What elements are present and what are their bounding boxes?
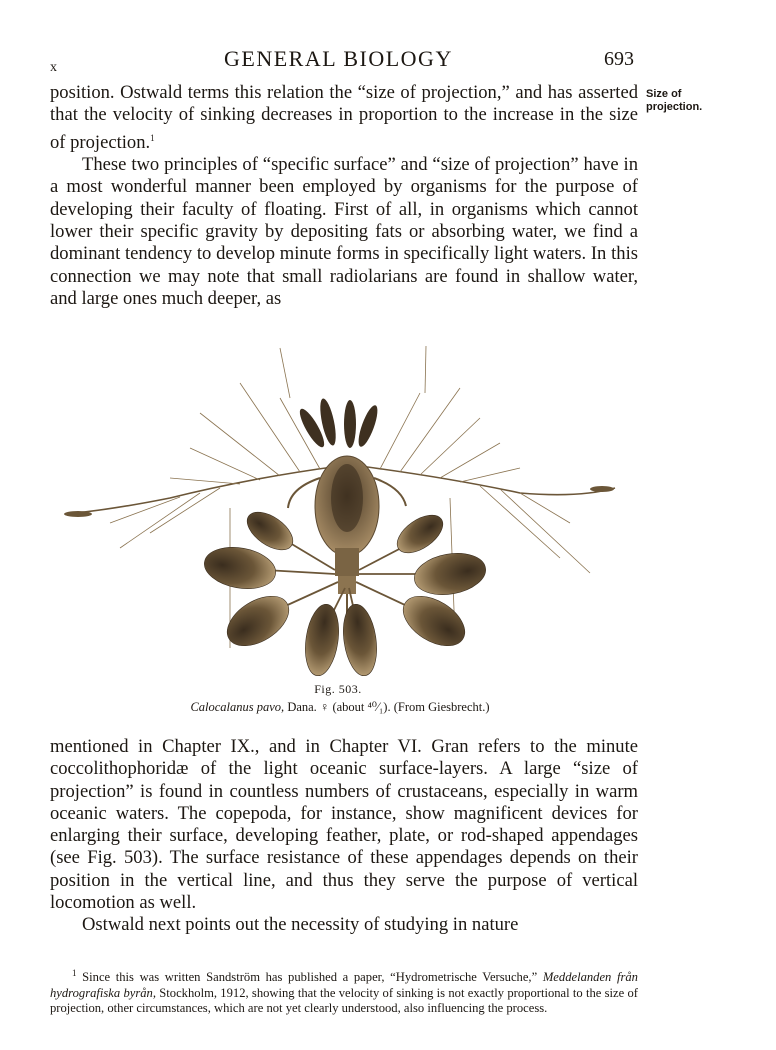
- caption-species: Calocalanus pavo,: [190, 700, 285, 714]
- page-number: 693: [604, 48, 634, 70]
- copepod-body: [288, 456, 406, 616]
- footnote-text-before: Since this was written Sandström has published a paper, “Hydrometrische Versuche,”: [82, 970, 538, 985]
- margin-note: Size of projection.: [646, 88, 703, 113]
- footnote-ref: 1: [150, 132, 155, 143]
- figure-caption: [110, 699, 570, 715]
- footnote-number: 1: [72, 968, 77, 978]
- footnote: [50, 966, 638, 1016]
- paragraph-text: position. Ostwald terms this relation the “size of projection,” and has asserted that the velocity of sinking decreases in proportion to the increase in the size of projection.: [50, 82, 638, 153]
- footnote-text: [50, 966, 638, 1016]
- body-text-top: [50, 82, 638, 310]
- running-title: GENERAL BIOLOGY: [224, 46, 453, 71]
- paragraph-ostwald-nature: Ostwald next points out the necessity of studying in nature: [82, 914, 519, 936]
- paragraph-size-of-projection: [50, 82, 638, 154]
- footnote-journal: Meddelanden från hydrografiska byrån,: [50, 970, 638, 1000]
- copepod-drawing: [50, 338, 650, 678]
- caption-sex-symbol: ♀: [319, 700, 330, 714]
- caption-authority: Dana.: [287, 700, 317, 714]
- paragraph-principles: These two principles of “specific surface” and “size of projection” have in a most wonderful manner been employed by organisms for the purpose of developing their faculty of floating. First of all, in organisms which cannot lower their specific gravity by depositing fats or absorbing water, we find a dominant tendency to develop minute forms in specifically light waters. In this connection we may note that small radiolarians are found in shallow water, and large ones much deeper, as: [50, 154, 638, 309]
- antenna-tip-right: [590, 486, 614, 492]
- head-plumes: [296, 397, 381, 450]
- footnote-text-after: Stockholm, 1912, showing that the velocity of sinking is not exactly proportional to the size of projection, other circumstances, which are not yet clearly understood, also influencing the process.: [50, 985, 638, 1015]
- section-mark: x: [50, 60, 57, 75]
- figure-label: Fig. 503.: [314, 682, 362, 696]
- antenna-tip-left: [64, 511, 92, 517]
- caption-source: (From Giesbrecht.): [393, 700, 490, 714]
- paragraph-copepoda: mentioned in Chapter IX., and in Chapter VI. Gran refers to the minute coccolithophoridæ of the light oceanic surface-layers. A large “size of projection” is found in countless numbers of crustaceans, especially in warm oceanic waters. The copepoda, for instance, show magnificent devices for enlarging their surface, developing feather, plate, or rod-shaped appendages (see Fig. 503). The surface resistance of these appendages depends on their position in the vertical line, and thus they serve the purpose of vertical locomotion as well.: [50, 736, 638, 914]
- figure-copepod-illustration: [50, 338, 650, 678]
- body-text-bottom: [50, 736, 638, 937]
- caption-magnification: (about ⁴⁰⁄₁).: [332, 700, 391, 714]
